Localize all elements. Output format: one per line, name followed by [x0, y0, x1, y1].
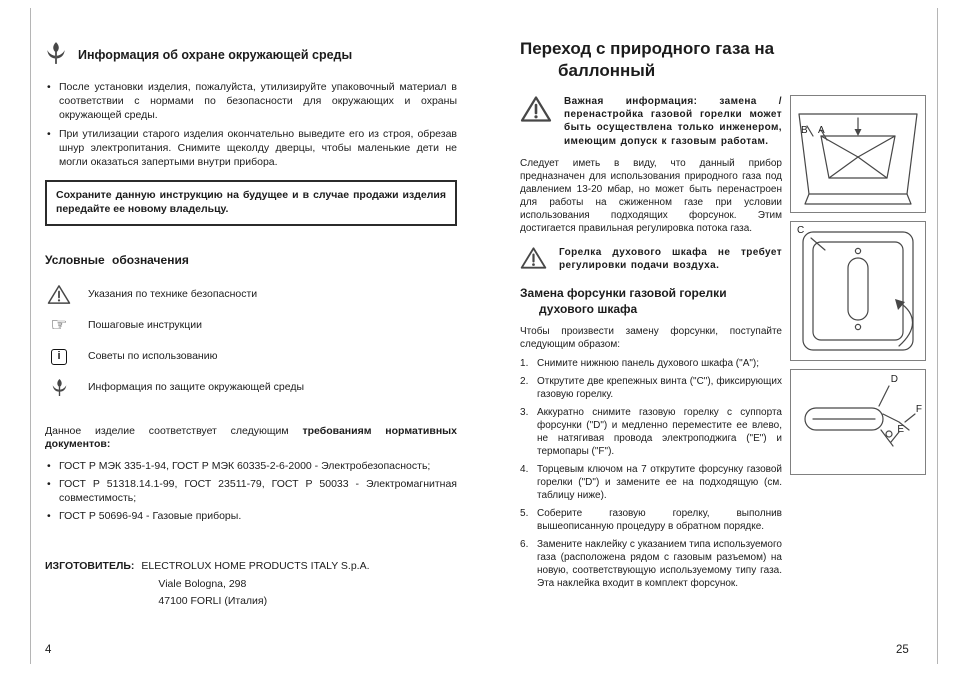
- compliance-lead: Данное изделие соответствует следующим: [45, 424, 303, 437]
- replacement-steps-list: [520, 357, 782, 590]
- steps-intro: Чтобы произвести замену форсунки, поступайте следующим образом:: [520, 326, 782, 351]
- environment-bullet: • После установки изделия, пожалуйста, утилизируйте упаковочный материал в соответствии с нормами по безопасности для окружающих и охраны окружающей среды.: [45, 81, 457, 123]
- warning-triangle-icon: [45, 284, 73, 305]
- step-item: Замените наклейку с указанием типа используемого газа (расположена рядом с газовым разъемом) на новую, соответствующую используемому типу газа. Эта наклейка входит в комплект форсунок.: [537, 539, 782, 590]
- environment-section-title: Информация об охране окружающей среды: [78, 48, 353, 63]
- legend-label: Указания по технике безопасности: [88, 287, 258, 300]
- flower-icon: [45, 41, 67, 70]
- manufacturer-label: ИЗГОТОВИТЕЛЬ:: [45, 559, 135, 572]
- compliance-lead-bold: требованиям нормативных документов:: [45, 424, 457, 451]
- symbols-section-title: Условные обозначения: [45, 252, 189, 267]
- environment-section-header: [45, 41, 457, 70]
- environment-bullets: [45, 81, 457, 170]
- figure-label-D: D: [890, 374, 898, 385]
- burner-screws-drawing: [791, 222, 925, 360]
- burner-note: [520, 246, 782, 274]
- environment-bullet: • При утилизации старого изделия окончательно выведите его из строя, обрезав шнур электропитания. Снимите щеколду дверцы, чтобы маленькие дети не могли оказаться запертыми внутри прибора.: [45, 128, 457, 170]
- manufacturer-line: ELECTROLUX HOME PRODUCTS ITALY S.p.A.: [141, 559, 370, 572]
- step-item: Аккуратно снимите газовую горелку с суппорта форсунки ("D") и медленно переместите ее влево, не натягивая провода электроподжига ("E") и термопары ("F").: [537, 407, 782, 458]
- legend-label: Информация по защите окружающей среды: [88, 380, 305, 393]
- legend-label: Пошаговые инструкции: [88, 318, 203, 331]
- page-edge-line-right: [937, 8, 938, 664]
- important-note: [520, 95, 782, 149]
- figure-oven-bottom-panel: [790, 95, 926, 213]
- right-page: [520, 38, 782, 595]
- figure-label-B: B: [801, 125, 808, 136]
- page-title: Переход с природного газа на баллонный: [520, 39, 775, 80]
- step-item: Снимите нижнюю панель духового шкафа ("A");: [537, 358, 760, 370]
- warning-triangle-icon: [520, 95, 552, 127]
- step-item: Открутите две крепежных винта ("C"), фиксирующих газовую горелку.: [537, 376, 782, 401]
- symbols-legend: [45, 284, 457, 399]
- step-item: Соберите газовую горелку, выполнив вышеописанную процедуру в обратном порядке.: [537, 508, 782, 533]
- figure-burner-screws: [790, 221, 926, 361]
- nozzle-replacement-section-title: Замена форсунки газовой горелки духового шкафа: [520, 286, 727, 317]
- gost-standards-list: [45, 460, 457, 523]
- gas-conversion-paragraph: Следует иметь в виду, что данный прибор предназначен для использования природного газа под давлением 13-20 мбар, но может быть перенастроен для работы на сжиженном газе при условии использования подходящих форсунок. Этим достигается правильная регулировка потока газа.: [520, 158, 782, 235]
- legend-row-steps: [45, 315, 457, 337]
- page-number-right: 25: [896, 644, 909, 656]
- compliance-paragraph: [45, 425, 457, 453]
- gost-item: • ГОСТ Р МЭК 335-1-94, ГОСТ Р МЭК 60335-2-6-2000 - Электробезопасность;: [45, 460, 457, 474]
- important-note-text: Важная информация: замена / перенастройка газовой горелки может быть осуществлена только инженером, имеющим допуск к газовым работам.: [564, 95, 782, 147]
- keep-instructions-box: Сохраните данную инструкцию на будущее и в случае продажи изделия передайте ее новому владельцу.: [45, 180, 457, 226]
- burner-nozzle-drawing: [791, 370, 925, 474]
- manufacturer-line: Viale Bologna, 298: [158, 577, 247, 590]
- manufacturer-address: [141, 560, 369, 614]
- legend-label: Советы по использованию: [88, 349, 218, 362]
- page-edge-line-left: [30, 8, 31, 664]
- manufacturer-block: [45, 560, 457, 614]
- page-number-left: 4: [45, 644, 52, 656]
- info-icon: i: [45, 349, 73, 365]
- figures-column: [790, 95, 926, 483]
- legend-row-tips: [45, 346, 457, 368]
- figure-label-A: A: [818, 125, 825, 136]
- figure-label-F: F: [915, 404, 922, 415]
- step-item: Торцевым ключом на 7 открутите форсунку газовой горелки ("D") и замените ее на подходящую (см. таблицу ниже).: [537, 464, 782, 502]
- figure-burner-nozzle: [790, 369, 926, 475]
- left-page: [45, 35, 457, 613]
- figure-label-C: C: [797, 225, 805, 236]
- gost-item: • ГОСТ Р 50696-94 - Газовые приборы.: [45, 510, 457, 524]
- legend-row-environment: [45, 377, 457, 399]
- burner-note-text: Горелка духового шкафа не требует регулировки подачи воздуха.: [559, 247, 782, 272]
- warning-triangle-icon: [520, 246, 547, 274]
- flower-icon: [45, 378, 73, 397]
- legend-row-safety: [45, 284, 457, 306]
- figure-label-E: E: [897, 424, 904, 435]
- oven-bottom-panel-drawing: [791, 96, 925, 212]
- pointing-hand-icon: ☞: [50, 315, 68, 337]
- gost-item: • ГОСТ Р 51318.14.1-99, ГОСТ 23511-79, ГОСТ Р 50033 - Электромагнитная совместимость;: [45, 478, 457, 506]
- manufacturer-line: 47100 FORLI (Италия): [158, 595, 268, 608]
